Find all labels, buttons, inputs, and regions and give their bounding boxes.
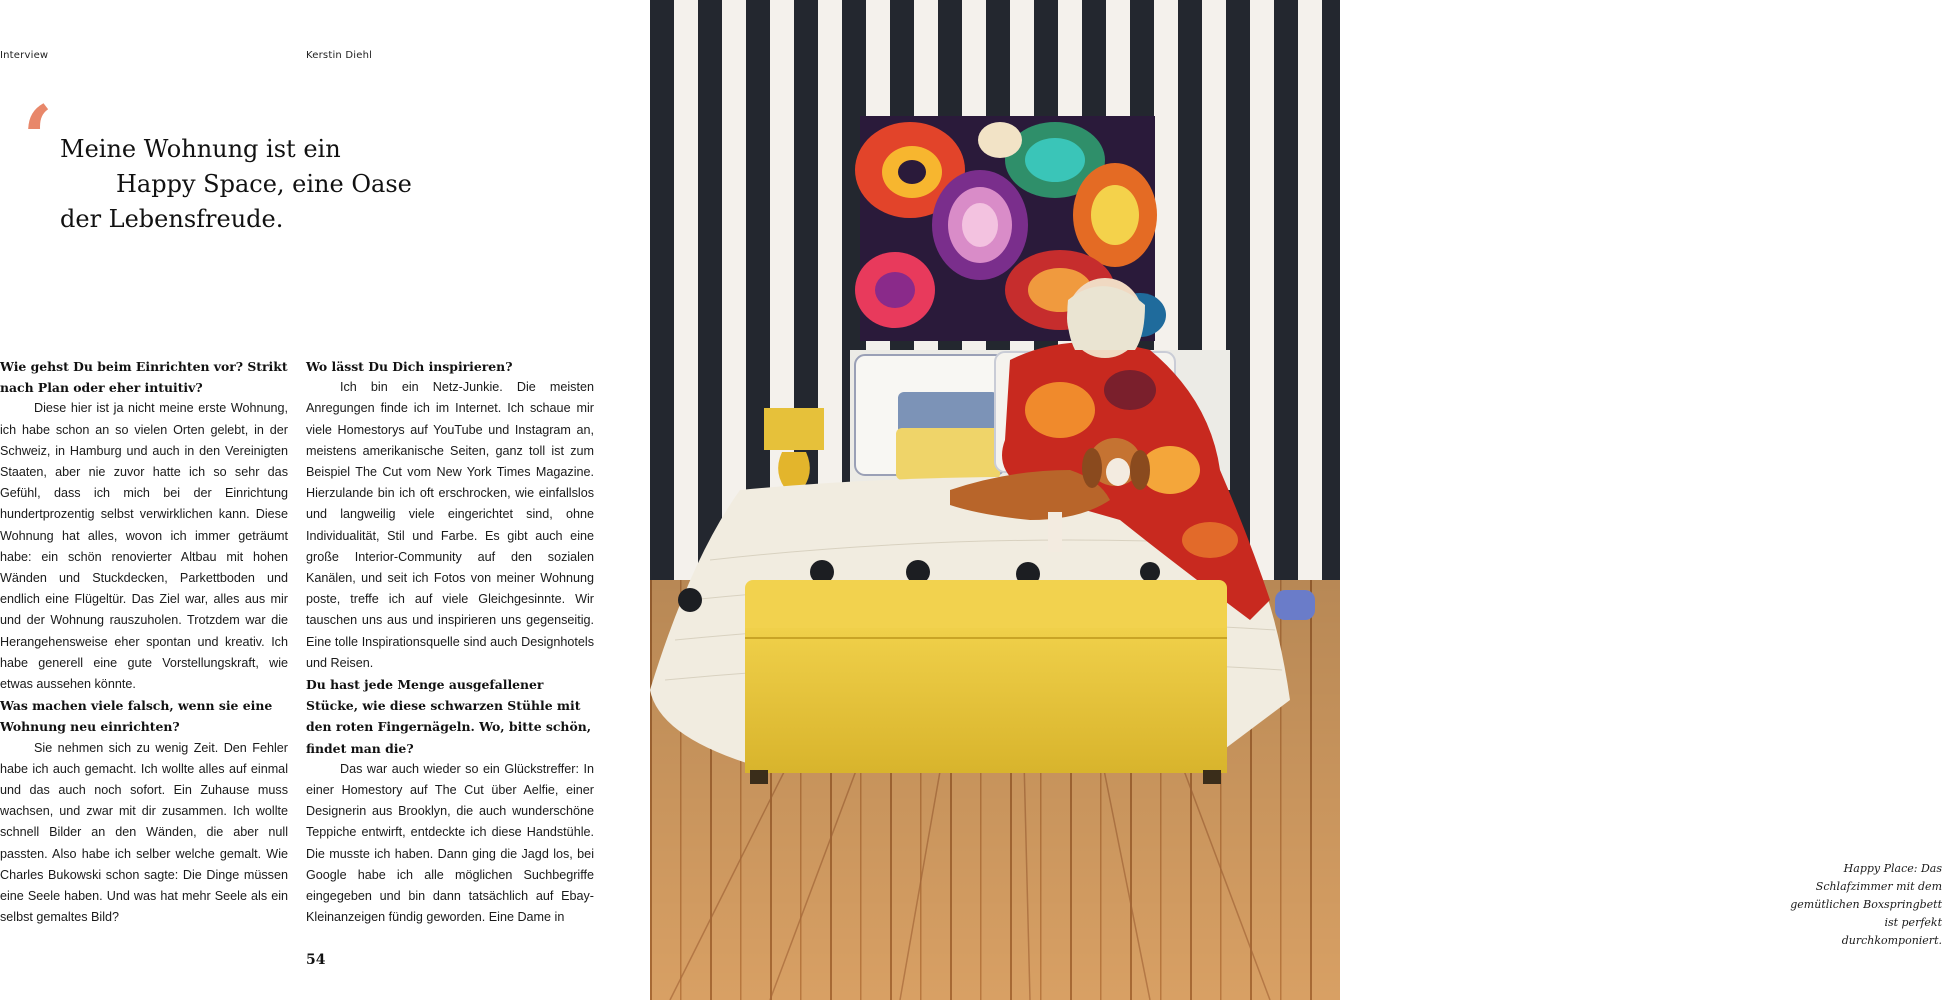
interview-question: Was machen viele falsch, wenn sie eine Wohnung neu einrichten? [0, 698, 273, 735]
text-column-2 [306, 356, 594, 928]
photo-caption: Happy Place: Das Schlafzimmer mit dem gemütlichen Boxspringbett ist perfekt durchkomponiert. [1790, 862, 1942, 947]
interview-question: Wo lässt Du Dich inspirieren? [306, 359, 513, 374]
bedroom-photo [650, 0, 1942, 1000]
pull-quote-text [60, 132, 412, 237]
interview-question: Du hast jede Menge ausgefallener Stücke, wie diese schwarzen Stühle mit den roten Fingernägeln. Wo, bitte schön, findet man die? [306, 677, 592, 756]
running-head-section: Interview [0, 50, 49, 61]
interview-answer: Ich bin ein Netz-Junkie. Die meisten Anregungen finde ich im Internet. Ich schaue mir viele Homestorys auf YouTube und Instagram an, meistens amerikanische Seiten, ganz toll ist zum Beispiel The Cut vom New York Times Magazine. Hierzulande bin ich oft erschrocken, wie einfallslos und langweilig viele eingerichtet sind, ohne Individualität, Stil und Farbe. Es gibt auch eine große Interior-Community auf den sozialen Kanälen, und seit ich Fotos von meiner Wohnung poste, treffe ich auf viele Gleichgesinnte. Wir tauschen uns aus und inspirieren uns gegenseitig. Eine tolle Inspirationsquelle sind auch Designhotels und Reisen. [306, 380, 594, 670]
interview-answer: Diese hier ist ja nicht meine erste Wohnung, ich habe schon an so vielen Orten gelebt, in der Schweiz, in Hamburg und auch in den Vereinigten Staaten, aber nie zuvor hatte ich so sehr das Gefühl, dass ich mich bei der Einrichtung hundertprozentig selbst verwirklichen kann. Diese Wohnung hat alles, wovon ich immer geträumt habe: ein schön renovierter Altbau mit hohen Wänden und Stuckdecken, Parkettboden und endlich eine Flügeltür. Das Ziel war, alles aus mir und der Wohnung rauszuholen. Trotzdem war die Herangehensweise eher spontan und kreativ. Ich habe generell eine gute Vorstellungskraft, wie etwas aussehen könnte. [0, 401, 288, 692]
pull-quote-line: Meine Wohnung ist ein [60, 135, 341, 163]
yellow-bench [745, 580, 1227, 784]
quote-mark-icon: ‘ [22, 86, 54, 192]
bedroom-photo-illustration [650, 0, 1340, 1000]
page-number: 54 [306, 952, 326, 968]
interview-answer: Das war auch wieder so ein Glückstreffer: In einer Homestory auf The Cut über Aelfie, einer Designerin aus Brooklyn, die auch wunderschöne Teppiche entwirft, entdeckte ich diese Handstühle. Die musste ich haben. Dann ging die Jagd los, bei Google habe ich alle möglichen Suchbegriffe eingegeben und bin dann tatsächlich auf Ebay-Kleinanzeigen fündig geworden. Eine Dame in [306, 761, 594, 925]
text-column-1 [0, 356, 288, 928]
pull-quote-line: Happy Space, eine Oase [116, 170, 412, 198]
interview-question: Wie gehst Du beim Einrichten vor? Strikt nach Plan oder eher intuitiv? [0, 359, 288, 396]
pull-quote-line: der Lebensfreude. [60, 205, 284, 233]
running-head-author: Kerstin Diehl [306, 50, 373, 61]
interview-answer: Sie nehmen sich zu wenig Zeit. Den Fehler habe ich auch gemacht. Ich wollte alles auf einmal und das auch noch sofort. Ein Zuhause muss wachsen, und zwar mit dir zusammen. Ich wollte schnell Bilder an den Wänden, die aber null passten. Also habe ich selber welche gemalt. Wie Charles Bukowski schon sagte: Die Dinge müssen eine Seele haben. Und was hat mehr Seele als ein selbst gemaltes Bild? [0, 740, 288, 925]
left-page [0, 0, 650, 1000]
